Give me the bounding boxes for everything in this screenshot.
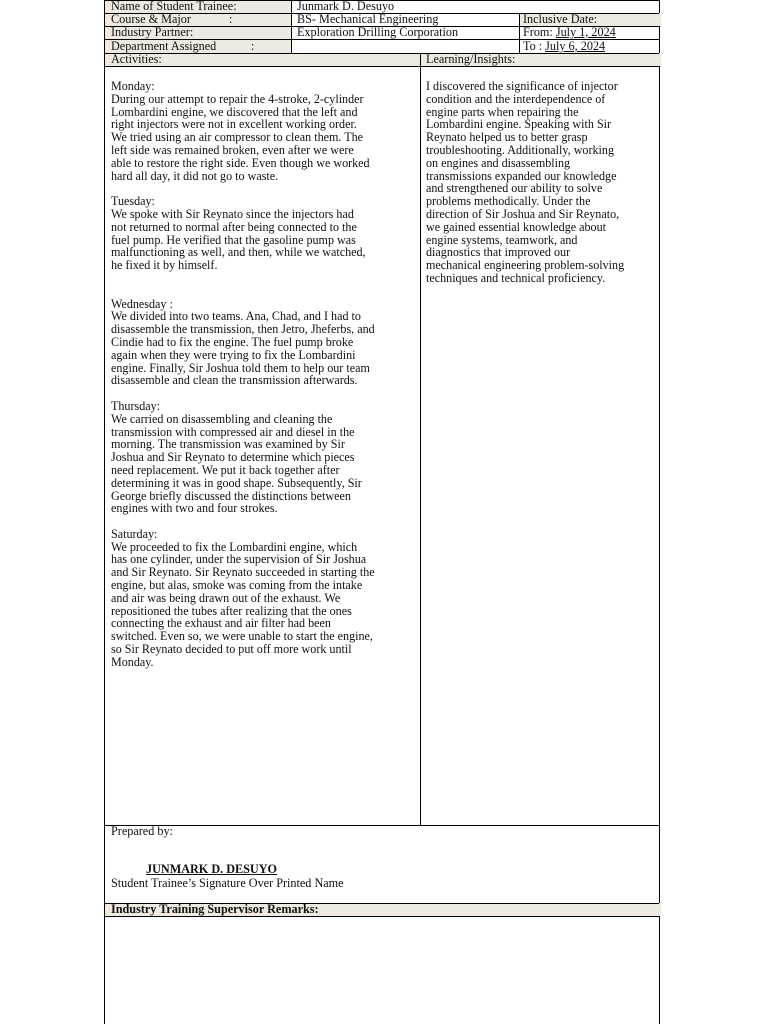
accomplishment-report-form [104,0,660,1024]
activity-line: We spoke with Sir Reynato since the injectors had [111,206,354,221]
activity-line: engines with two and four strokes. [111,501,278,516]
activity-line: We carried on disassembling and cleaning the [111,411,333,426]
activity-line: right injectors were not in excellent working order. [111,117,357,132]
activity-day: Saturday: [111,526,158,541]
activity-line: has one cylinder, under the supervision of Sir Joshua [111,552,367,567]
learning-insights-body [426,80,624,285]
inclusive-date-label: Inclusive Date: [523,13,598,26]
from-value: July 1, 2024 [555,26,616,39]
insight-line: direction of Sir Joshua and Sir Reynato, [426,206,620,221]
activity-line: again when they were trying to fix the Lombardini [111,347,356,362]
rule-body-bottom [105,825,659,826]
activity-line: need replacement. We put it back together after [111,462,340,477]
activity-line: malfunctioning as well, and then, while we watched, [111,245,366,260]
insight-line: Reynato helped us to better grasp [426,130,588,145]
activity-day: Tuesday: [111,194,155,209]
activity-line: engine, but alas, smoke was coming from the intake [111,578,363,593]
insight-line: transmissions expanded our knowledge [426,168,617,183]
activities-label: Activities: [111,53,162,66]
course-value: BS- Mechanical Engineering [297,13,439,26]
from-date [523,26,616,39]
prepared-by-label: Prepared by: [111,825,173,838]
activity-day: Thursday: [111,398,161,413]
activity-line: Monday. [111,654,154,669]
insight-line: troubleshooting. Additionally, working [426,142,615,157]
activity-line: During our attempt to repair the 4-stroke, 2-cylinder [111,91,364,106]
activity-line: not returned to normal after being connected to the [111,219,357,234]
insight-line: I discovered the significance of injector [426,79,618,93]
insight-line: condition and the interdependence of [426,91,606,106]
columns-header-shade [105,53,661,66]
rule-col-label [291,0,292,53]
industry-partner-value: Exploration Drilling Corporation [297,26,459,39]
insight-line: on engines and disassembling [426,155,571,170]
course-label: Course & Major [111,13,191,26]
activity-line: disassemble and clean the transmission afterwards. [111,373,358,388]
to-label: To : [523,40,543,53]
activity-line: Cindie had to fix the engine. The fuel pump broke [111,334,354,349]
insight-line: mechanical engineering problem-solving [426,258,625,273]
supervisor-remarks-label: Industry Training Supervisor Remarks: [111,903,319,916]
activity-line: connecting the exhaust and air filter had been [111,616,331,631]
insight-line: Lombardini engine. Speaking with Sir [426,117,612,132]
rule-row-4 [105,53,659,54]
activity-line: and air was being drawn out of the exhaust. We [111,590,341,605]
activity-line: and Sir Reynato. Sir Reynato succeeded in starting the [111,565,375,580]
activity-line: Lombardini engine, we discovered that the left and [111,104,358,119]
activity-line: repositioned the tubes after realizing that the ones [111,603,352,618]
activity-line: so Sir Reynato decided to put off more work until [111,642,352,657]
trainee-printed-name: JUNMARK D. DESUYO [146,863,278,876]
department-label: Department Assigned [111,40,217,53]
insight-line: we gained essential knowledge about [426,219,607,234]
insight-line: diagnostics that improved our [426,245,571,260]
activity-line: transmission with compressed air and diesel in the [111,424,355,439]
supervisor-remarks-area[interactable] [105,917,661,1024]
department-colon: : [251,40,255,53]
from-label: From: [523,26,553,39]
activity-line: morning. The transmission was examined by Sir [111,437,345,452]
activity-line: Joshua and Sir Reynato to determine which pieces [111,450,355,465]
activity-line: left side was remained broken, even after we were [111,142,354,157]
rule-col-body [420,53,421,825]
activity-line: We tried using an air compressor to clean them. The [111,130,364,145]
insight-line: engine systems, teamwork, and [426,232,578,247]
activity-line: We proceeded to fix the Lombardini engine, which [111,539,358,554]
activity-line: able to restore the right side. Even though we worked [111,155,370,170]
signature-caption: Student Trainee’s Signature Over Printed Name [111,877,344,890]
insight-line: engine parts when repairing the [426,104,579,119]
student-name-label: Name of Student Trainee: [111,0,237,13]
to-date [523,40,605,53]
rule-col-date [519,13,520,53]
learning-insights-label: Learning/Insights: [426,53,516,66]
activity-line: George briefly discussed the distinctions between [111,488,351,503]
activity-line: We divided into two teams. Ana, Chad, and I had to [111,309,361,324]
insight-line: techniques and technical proficiency. [426,270,606,285]
activities-body [111,80,375,669]
activity-line: switched. Even so, we were unable to start the engine, [111,629,373,644]
student-name-value: Junmark D. Desuyo [297,0,395,13]
activity-line: disassemble the transmission, then Jetro, Jheferbs, and [111,322,375,337]
activity-day: Monday: [111,79,155,93]
activity-line: he fixed it by himself. [111,258,218,273]
rule-row-5 [105,66,659,67]
activity-line: engine. Finally, Sir Joshua told them to help our team [111,360,370,375]
insight-line: and strengthened our ability to solve [426,181,603,196]
course-colon: : [229,13,233,26]
to-value: July 6, 2024 [545,40,606,53]
activity-line: determining it was in good shape. Subsequently, Sir [111,475,362,490]
industry-partner-label: Industry Partner: [111,26,194,39]
activity-line: hard all day, it did not go to waste. [111,168,279,183]
insight-line: problems methodically. Under the [426,194,591,209]
activity-line: fuel pump. He verified that the gasoline pump was [111,232,356,247]
activity-day: Wednesday : [111,296,173,311]
